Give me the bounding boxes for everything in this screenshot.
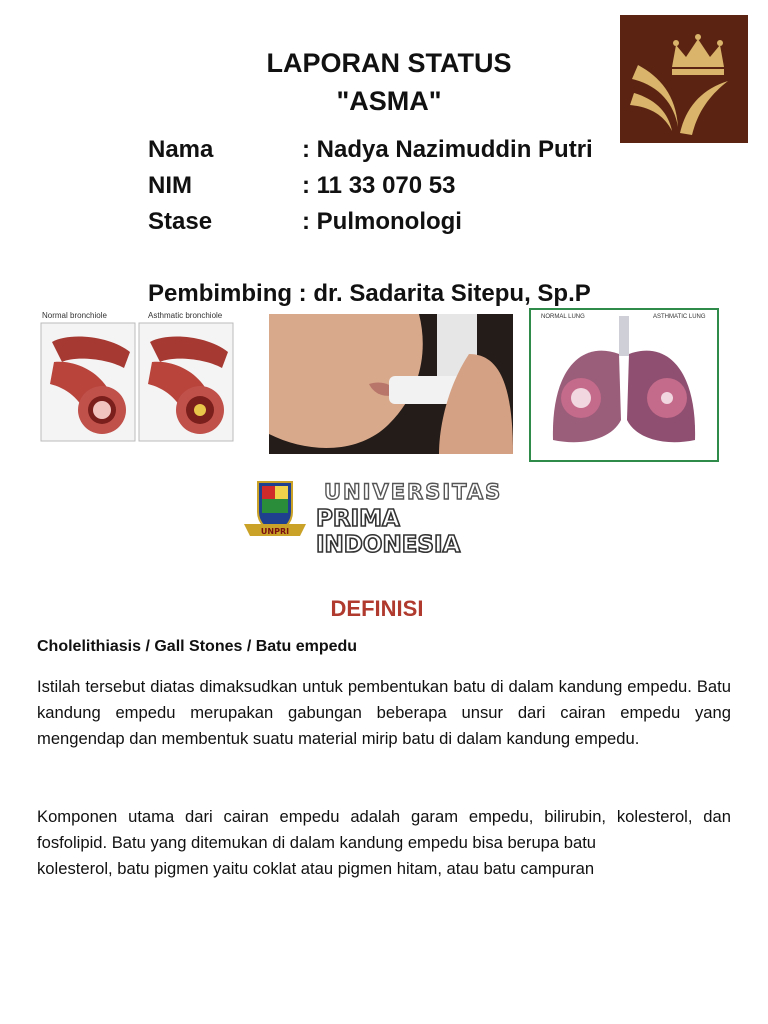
info-row-stase <box>148 207 462 237</box>
info-value: : Nadya Nazimuddin Putri <box>302 136 593 163</box>
seal-text: UNPRI <box>260 527 290 536</box>
university-logo <box>240 478 526 558</box>
university-line-2: PRIMA INDONESIA <box>316 506 461 558</box>
crown-logo <box>620 15 748 143</box>
info-value: : 11 33 070 53 <box>302 172 456 199</box>
asthmatic-bronchiole-label: Asthmatic bronchiole <box>148 311 223 320</box>
info-label: NIM <box>148 172 192 199</box>
lung-figure <box>529 308 719 462</box>
paragraph-2 <box>37 804 731 882</box>
paragraph-2-part-a: Komponen utama dari cairan empedu adalah garam empedu, bilirubin, kolesterol, dan fosfolipid. Batu yang ditemukan di dalam kandung empedu bisa berupa batu <box>37 807 731 852</box>
inhaler-photo <box>269 314 513 454</box>
bronchiole-illustration <box>40 322 240 462</box>
normal-lung-label: NORMAL LUNG <box>541 314 585 320</box>
section-subheading: Cholelithiasis / Gall Stones / Batu empedu <box>37 638 358 655</box>
title-line-2: "ASMA" <box>336 86 442 116</box>
paragraph-1: Istilah tersebut diatas dimaksudkan untuk pembentukan batu di dalam kandung empedu. Batu kandung empedu merupakan gabungan beberapa unsur dari cairan empedu yang mengendap dan membentuk suatu material mirip batu di dalam kandung empedu. <box>37 677 731 748</box>
pembimbing: Pembimbing : dr. Sadarita Sitepu, Sp.P <box>148 280 591 307</box>
normal-bronchiole-label: Normal bronchiole <box>42 311 107 320</box>
info-row-nim <box>148 171 455 201</box>
info-label: Stase <box>148 208 213 235</box>
lung-illustration <box>531 310 717 460</box>
asthmatic-lung-label: ASTHMATIC LUNG <box>653 314 706 320</box>
section-heading: DEFINISI <box>330 596 424 621</box>
bronchiole-figure <box>40 310 240 458</box>
crown-icon <box>620 15 748 143</box>
info-row-nama <box>148 135 593 165</box>
inhaler-illustration <box>269 314 513 454</box>
info-label: Nama <box>148 136 214 163</box>
info-value: : Pulmonologi <box>302 208 462 235</box>
university-line-1: UNIVERSITAS <box>324 480 503 504</box>
paragraph-2-part-b: kolesterol, batu pigmen yaitu coklat atau pigmen hitam, atau batu campuran <box>37 859 595 878</box>
title-line-1: LAPORAN STATUS <box>266 48 512 78</box>
university-seal-icon <box>240 478 310 542</box>
